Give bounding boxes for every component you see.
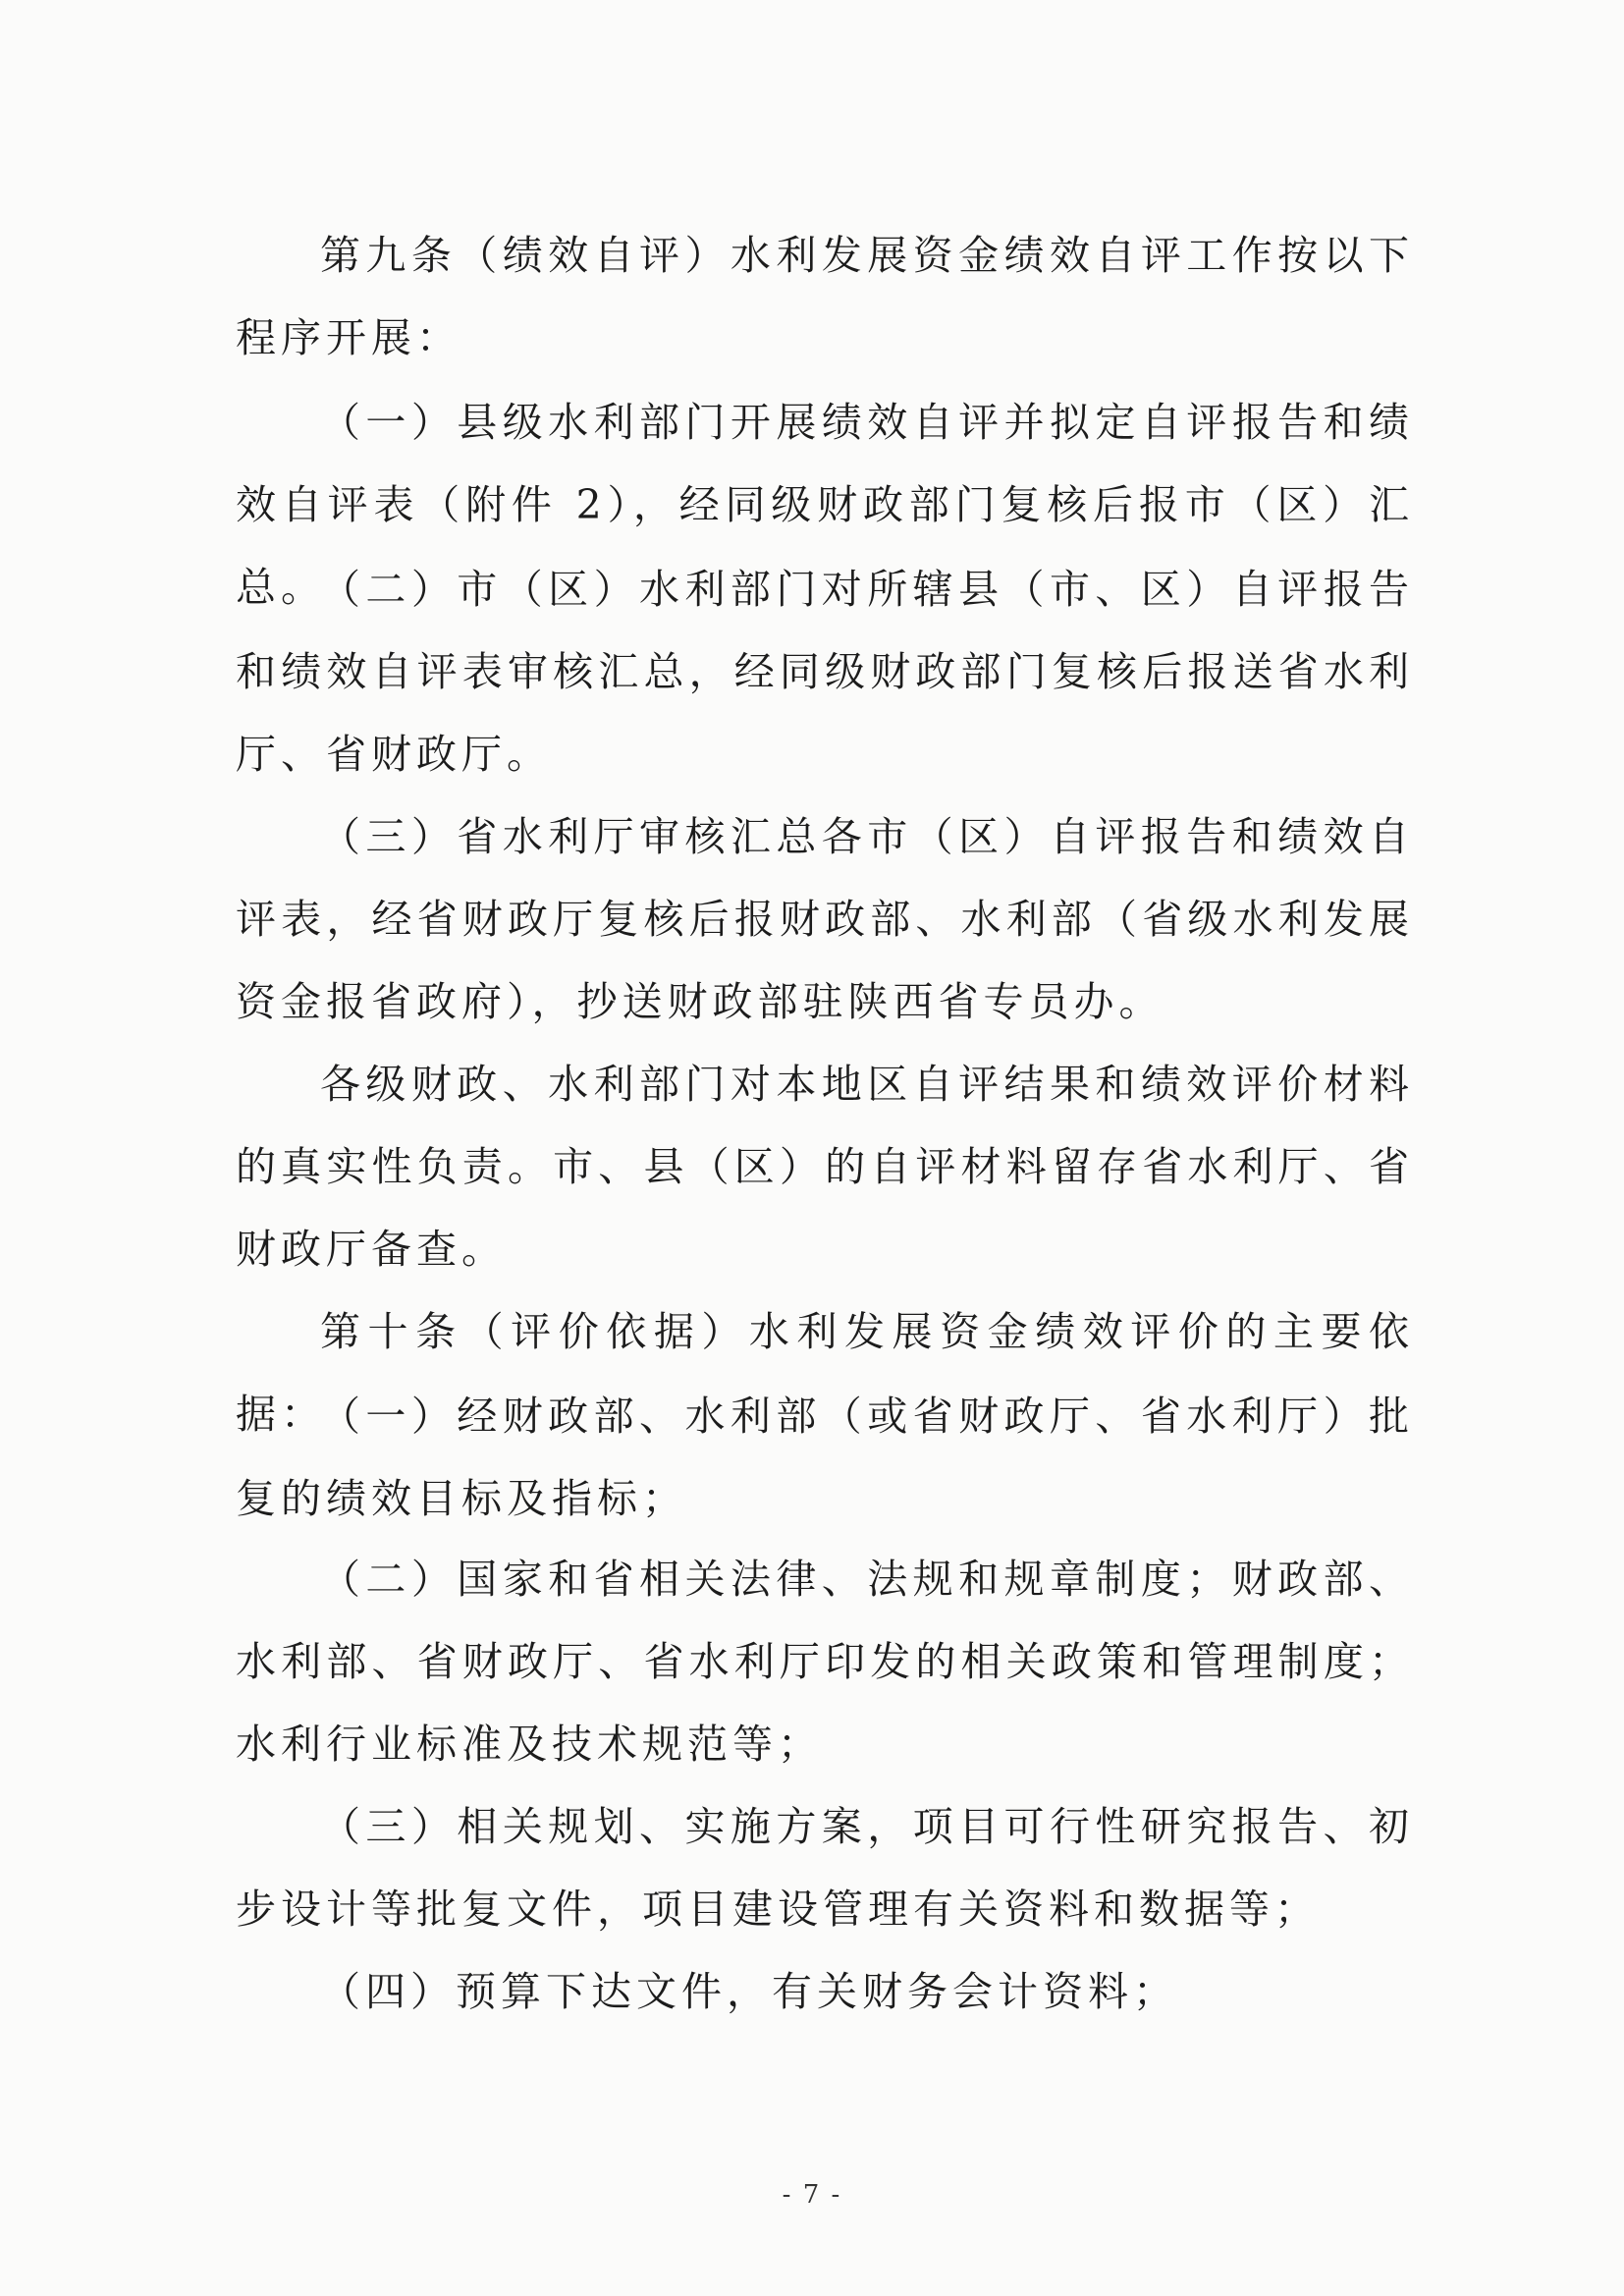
paragraph-9-item-2: （二）市（区）水利部门对所辖县（市、区）自评报告和绩效自评表审核汇总，经同级财政部门复核后报送省水利厅、省财政厅。 bbox=[236, 566, 1414, 778]
paragraph-article-9: 第九条（绩效自评）水利发展资金绩效自评工作按以下程序开展： bbox=[236, 232, 1414, 361]
paragraph-article-10: 第十条（评价依据）水利发展资金绩效评价的主要依据： bbox=[236, 1308, 1414, 1438]
paragraph-10-item-3: （三）相关规划、实施方案，项目可行性研究报告、初步设计等批复文件，项目建设管理有关资料和数据等； bbox=[236, 1803, 1414, 1933]
paragraph-10-item-1: （一）经财政部、水利部（或省财政厅、省水利厅）批复的绩效目标及指标； bbox=[236, 1393, 1414, 1522]
paragraph-10-item-4: （四）预算下达文件，有关财务会计资料； bbox=[320, 1968, 1178, 2015]
paragraph-9-item-1: （一）县级水利部门开展绩效自评并拟定自评报告和绩效自评表（附件 2），经同级财政部门复核后报市（区）汇总。 bbox=[236, 399, 1414, 611]
paragraph-10-item-2: （二）国家和省相关法律、法规和规章制度；财政部、水利部、省财政厅、省水利厅印发的相关政策和管理制度；水利行业标准及技术规范等； bbox=[236, 1556, 1414, 1768]
page-number: - 7 - bbox=[782, 2180, 842, 2210]
paragraph-9-item-3: （三）省水利厅审核汇总各市（区）自评报告和绩效自评表，经省财政厅复核后报财政部、水利部（省级水利发展资金报省政府），抄送财政部驻陕西省专员办。 bbox=[236, 813, 1414, 1025]
paragraph-responsibility: 各级财政、水利部门对本地区自评结果和绩效评价材料的真实性负责。市、县（区）的自评材料留存省水利厅、省财政厅备查。 bbox=[236, 1061, 1414, 1273]
